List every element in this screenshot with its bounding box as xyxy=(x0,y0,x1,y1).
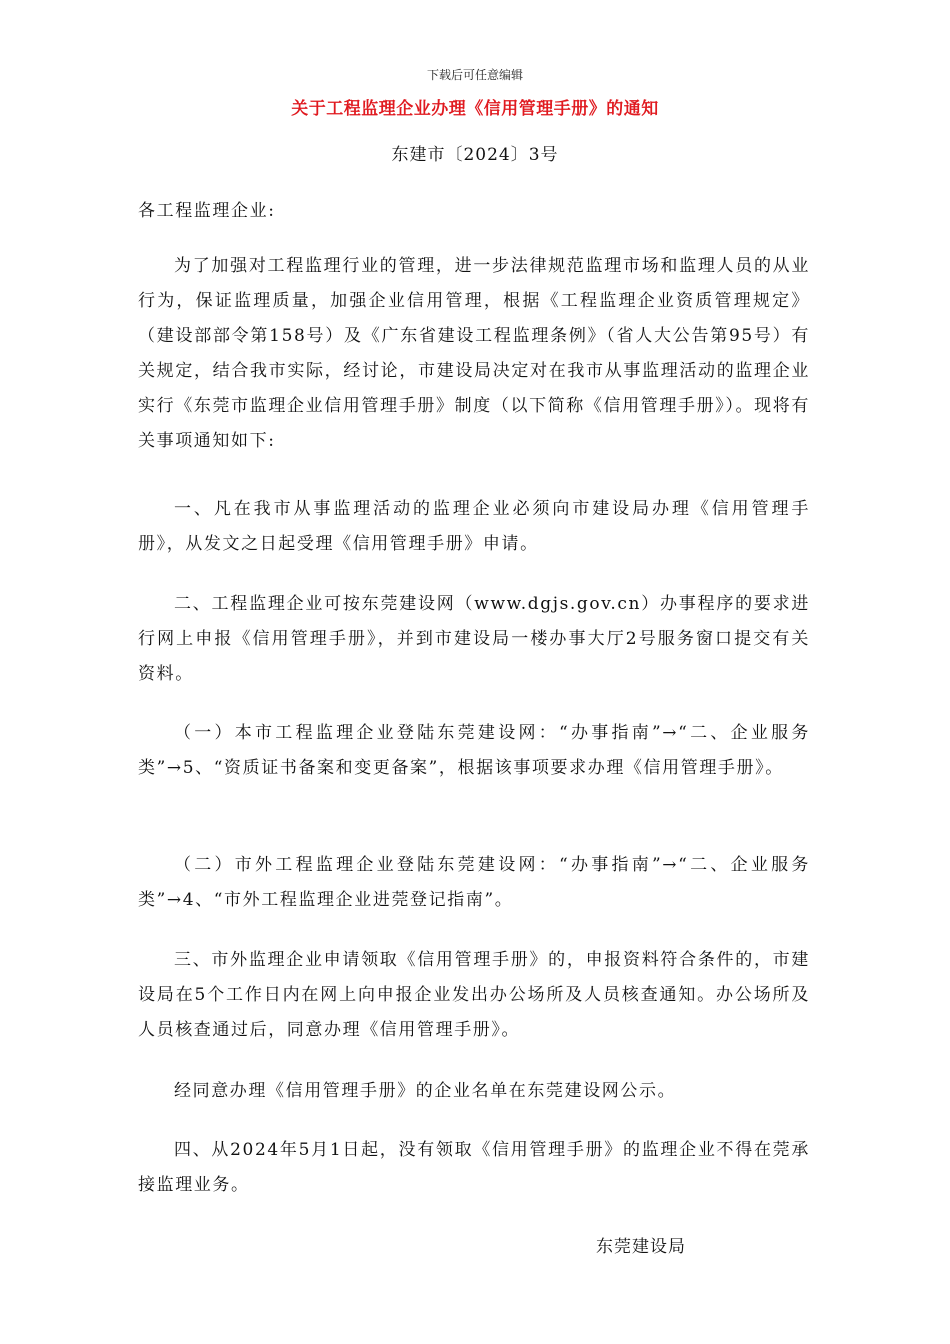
document-title: 关于工程监理企业办理《信用管理手册》的通知 xyxy=(291,99,659,119)
paragraph-subitem-2: （二）市外工程监理企业登陆东莞建设网：“办事指南”→“二、企业服务类”→4、“市外工程监理企业进莞登记指南”。 xyxy=(138,855,810,910)
paragraph-subitem-1: （一）本市工程监理企业登陆东莞建设网：“办事指南”→“二、企业服务类”→5、“资质证书备案和变更备案”，根据该事项要求办理《信用管理手册》。 xyxy=(138,723,810,778)
paragraph-item-3: 三、市外监理企业申请领取《信用管理手册》的，申报资料符合条件的，市建设局在5个工作日内在网上向申报企业发出办公场所及人员核查通知。办公场所及人员核查通过后，同意办理《信用管理手册》。 xyxy=(138,950,810,1040)
paragraph-item-2: 二、工程监理企业可按东莞建设网（www.dgjs.gov.cn）办事程序的要求进行网上申报《信用管理手册》，并到市建设局一楼办事大厅2号服务窗口提交有关资料。 xyxy=(138,594,810,684)
paragraph-intro: 为了加强对工程监理行业的管理，进一步法律规范监理市场和监理人员的从业行为，保证监理质量，加强企业信用管理，根据《工程监理企业资质管理规定》（建设部部令第158号）及《广东省建设工程监理条例》（省人大公告第95号）有关规定，结合我市实际，经讨论，市建设局决定对在我市从事监理活动的监理企业实行《东莞市监理企业信用管理手册》制度（以下简称《信用管理手册》）。现将有关事项通知如下: xyxy=(138,256,810,451)
salutation: 各工程监理企业: xyxy=(138,201,276,221)
paragraph-publicity: 经同意办理《信用管理手册》的企业名单在东莞建设网公示。 xyxy=(174,1081,677,1101)
header-note: 下载后可任意编辑 xyxy=(426,68,523,82)
paragraph-item-1: 一、凡在我市从事监理活动的监理企业必须向市建设局办理《信用管理手册》，从发文之日起受理《信用管理手册》申请。 xyxy=(138,499,810,554)
document-number: 东建市〔2024〕3号 xyxy=(391,145,559,165)
paragraph-item-4: 四、从2024年5月1日起，没有领取《信用管理手册》的监理企业不得在莞承接监理业务。 xyxy=(138,1140,810,1195)
signature: 东莞建设局 xyxy=(596,1237,686,1257)
